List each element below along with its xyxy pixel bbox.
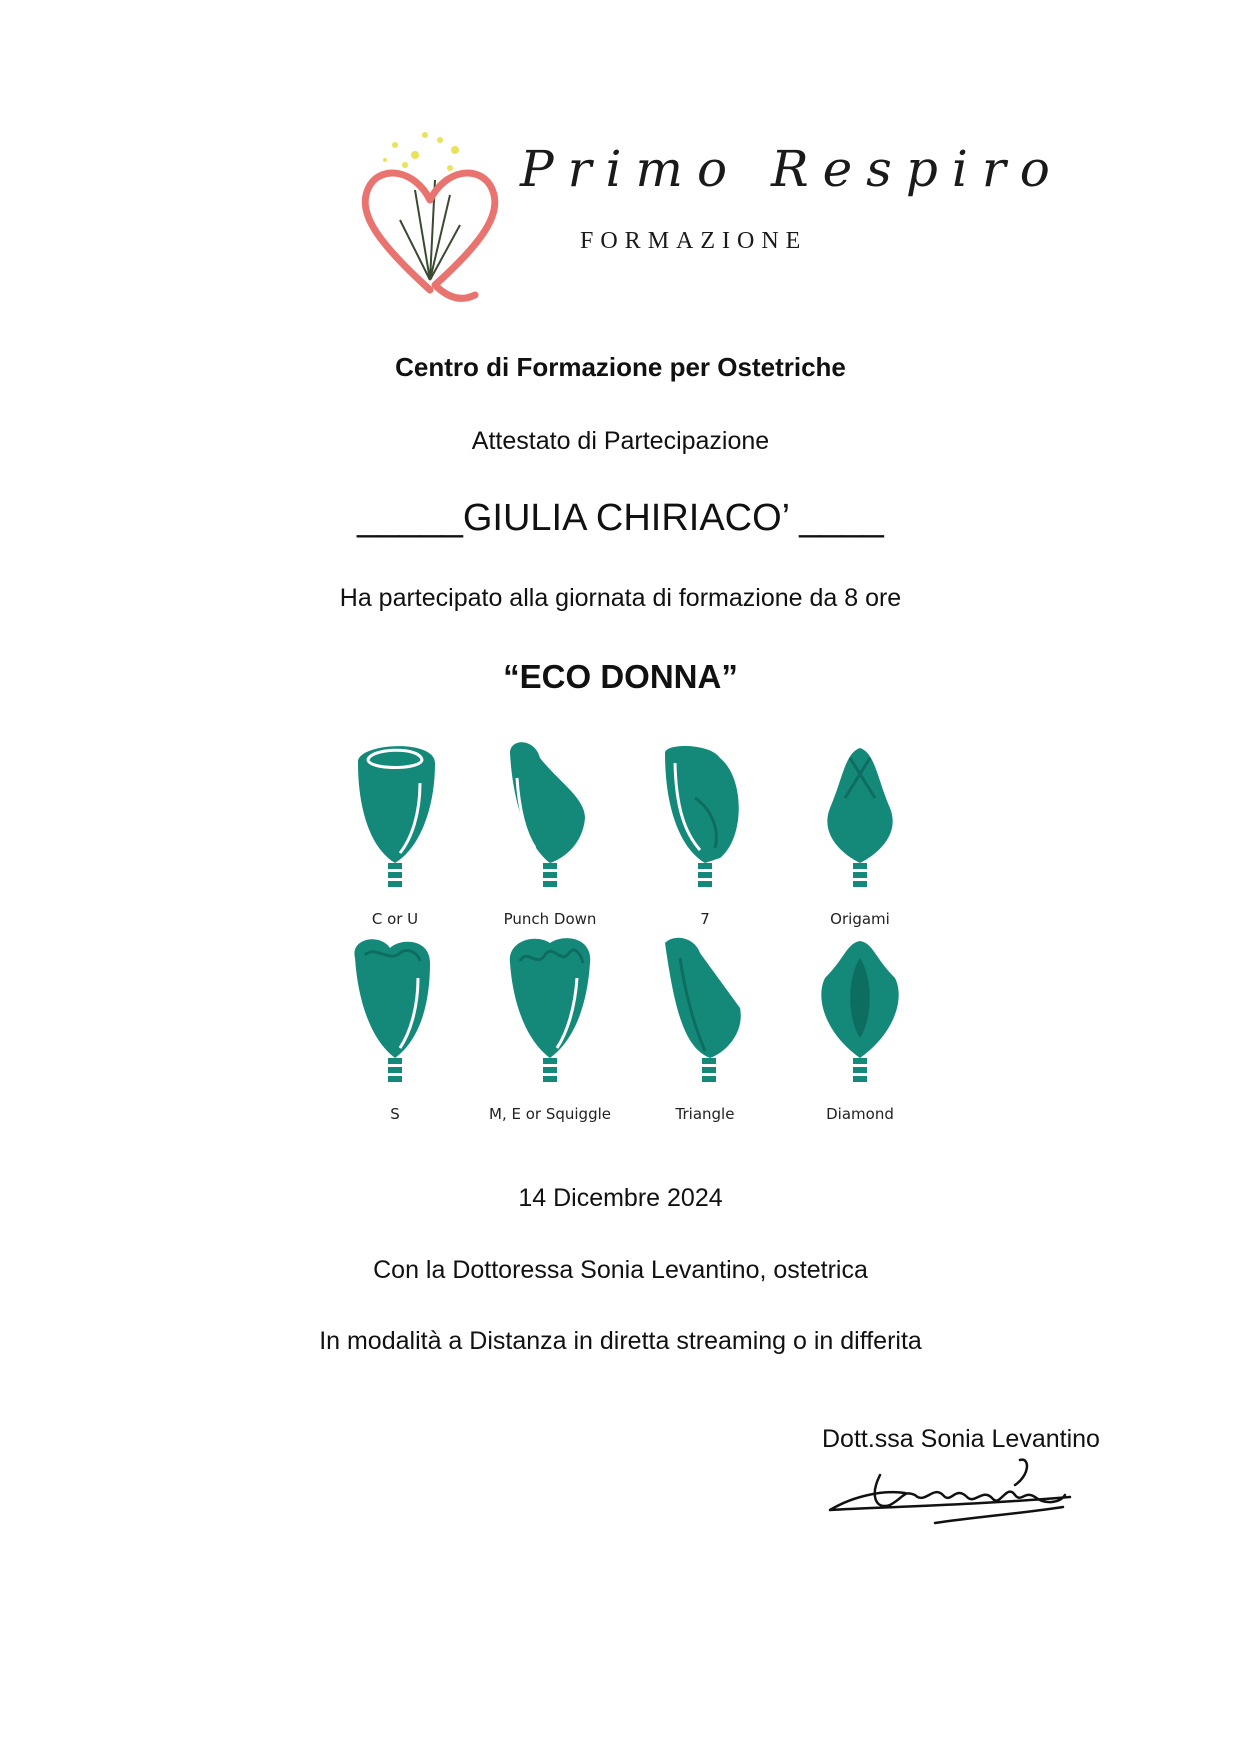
fold-c-or-u [320,738,470,933]
fold-label: S [390,1105,400,1123]
event-date: 14 Dicembre 2024 [518,1184,723,1212]
fold-punch-down [475,738,625,933]
fold-triangle [630,933,780,1128]
participant-name: _____GIULIA CHIRIACO’ ____ [357,497,884,539]
fold-7 [630,738,780,933]
cup-fold-icon [650,933,760,1098]
heart-flower-icon [355,130,505,305]
brand-subtitle: FORMAZIONE [580,228,808,254]
fold-illustrations [320,738,930,1128]
fold-label: 7 [700,910,710,928]
cup-fold-icon [495,738,605,903]
course-title: “ECO DONNA” [503,658,738,695]
handwritten-signature [825,1455,1075,1535]
fold-origami [785,738,935,933]
fold-label: Diamond [826,1105,894,1123]
cup-fold-icon [650,738,760,903]
cup-fold-icon [495,933,605,1098]
cup-fold-icon [340,933,450,1098]
fold-label: M, E or Squiggle [489,1105,611,1123]
mode-line: In modalità a Distanza in diretta streaming o in differita [319,1327,922,1355]
fold-s [320,933,470,1128]
cup-fold-icon [340,738,450,903]
fold-label: Triangle [675,1105,735,1123]
fold-m-e-squiggle [475,933,625,1128]
fold-label: Origami [830,910,890,928]
signatory-name: Dott.ssa Sonia Levantino [822,1425,1100,1453]
logo [355,130,1064,305]
fold-label: Punch Down [503,910,597,928]
cup-fold-icon [805,738,915,903]
certificate-type: Attestato di Partecipazione [471,427,770,455]
fold-diamond [785,933,935,1128]
participation-text: Ha partecipato alla giornata di formazione da 8 ore [339,584,902,612]
fold-label: C or U [371,910,419,928]
center-title: Centro di Formazione per Ostetriche [395,352,846,382]
brand-script: Primo Respiro [520,140,1064,198]
instructor-line: Con la Dottoressa Sonia Levantino, ostetrica [373,1256,868,1284]
cup-fold-icon [805,933,915,1098]
